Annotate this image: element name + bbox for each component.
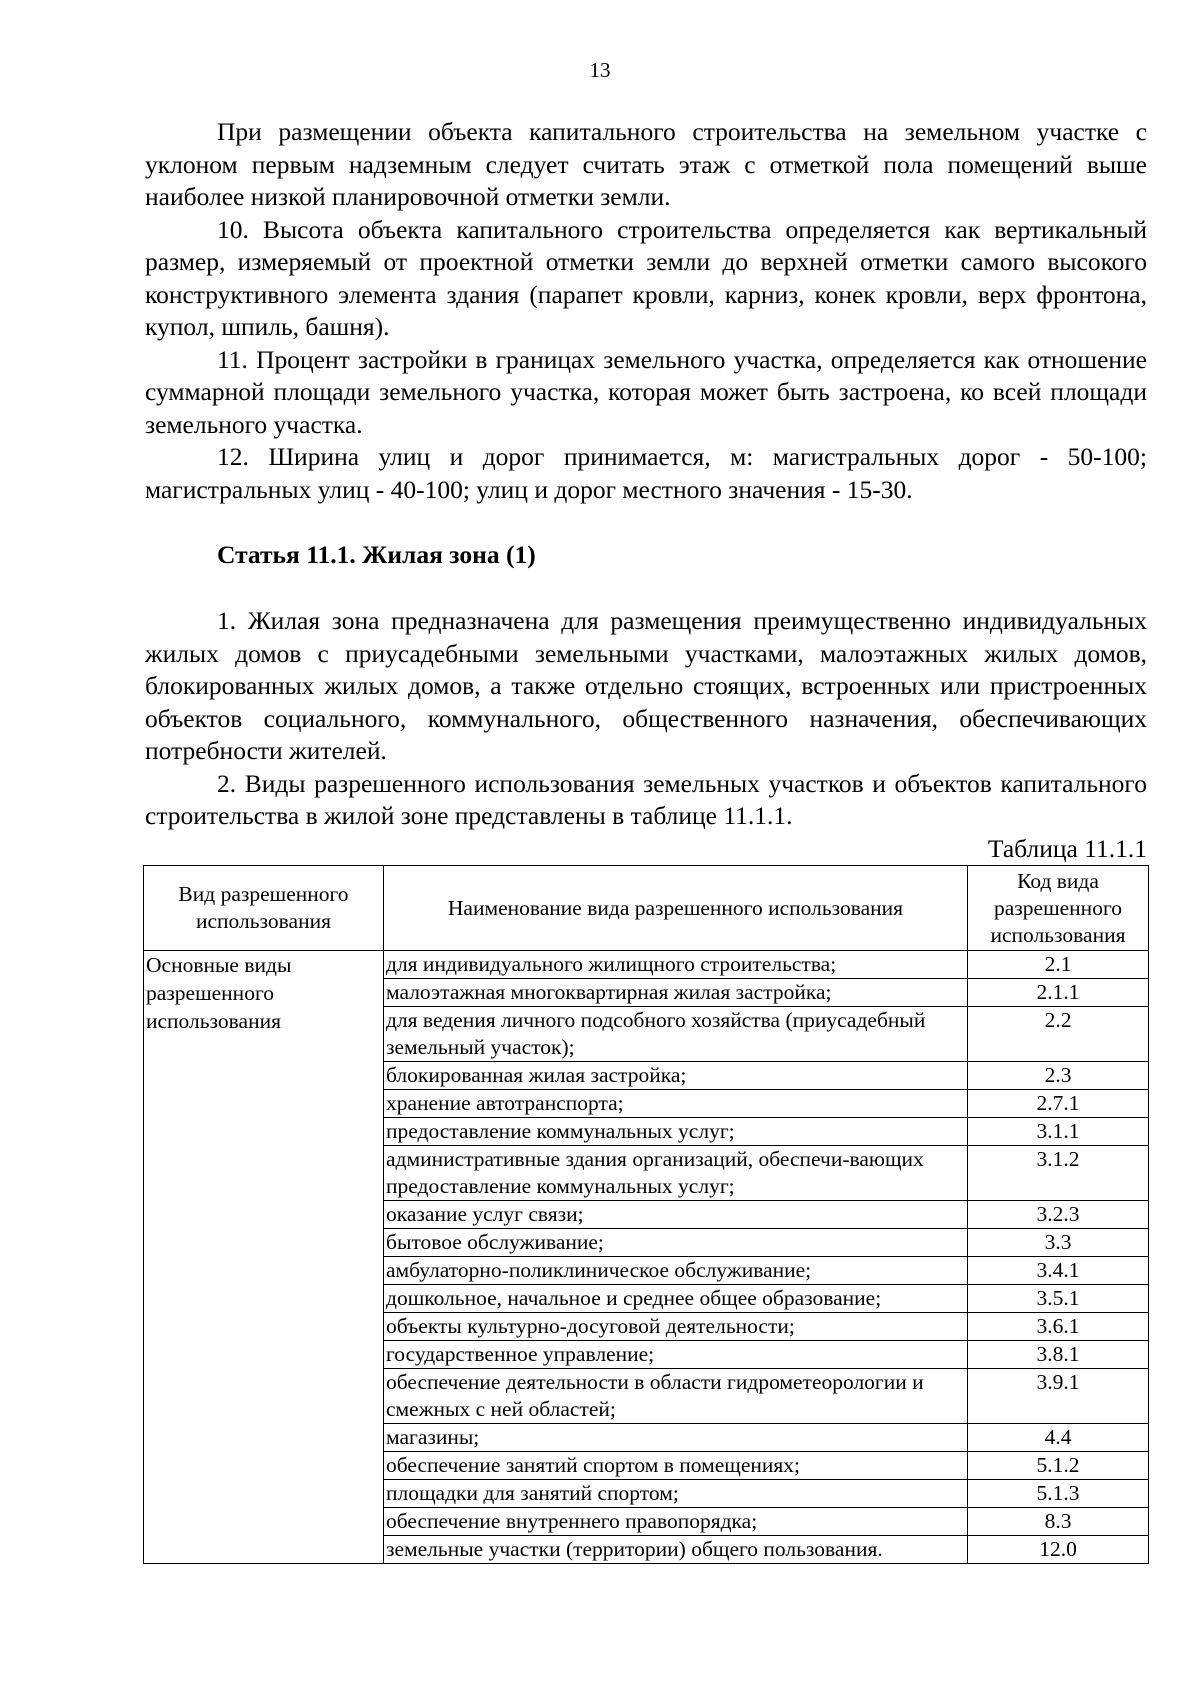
- paragraph-item-12: 12. Ширина улиц и дорог принимается, м: магистральных дорог - 50-100; магистральных улиц - 40-100; улиц и дорог местного значения - 15-30.: [145, 442, 1147, 504]
- use-name-cell: объекты культурно-досуговой деятельности;: [384, 1313, 968, 1341]
- use-name-cell: блокированная жилая застройка;: [384, 1062, 968, 1090]
- use-name-cell: оказание услуг связи;: [384, 1201, 968, 1229]
- use-code-cell: 2.1.1: [968, 979, 1149, 1007]
- use-code-cell: 5.1.3: [968, 1480, 1149, 1508]
- table-header-row: [144, 866, 1149, 951]
- table-row: [144, 951, 1149, 979]
- use-name-cell: бытовое обслуживание;: [384, 1229, 968, 1257]
- header-use-name: Наименование вида разрешенного использования: [384, 866, 968, 951]
- use-code-cell: 3.6.1: [968, 1313, 1149, 1341]
- use-code-cell: 2.3: [968, 1062, 1149, 1090]
- use-name-cell: обеспечение деятельности в области гидрометеорологии и смежных с ней областей;: [384, 1369, 968, 1424]
- use-code-cell: 3.4.1: [968, 1257, 1149, 1285]
- body-text-top: [145, 116, 1147, 506]
- page-number: 13: [589, 58, 611, 82]
- use-name-cell: обеспечение внутреннего правопорядка;: [384, 1508, 968, 1536]
- use-name-cell: площадки для занятий спортом;: [384, 1480, 968, 1508]
- table-caption: Таблица 11.1.1: [987, 834, 1147, 863]
- section-title: Статья 11.1. Жилая зона (1): [217, 540, 536, 569]
- paragraph-item-11: 11. Процент застройки в границах земельного участка, определяется как отношение суммарной площади земельного участка, которая может быть застроена, ко всей площади земельного участка.: [145, 344, 1147, 439]
- paragraph-section-1: 1. Жилая зона предназначена для размещения преимущественно индивидуальных жилых домов с приусадебными земельными участками, малоэтажных жилых домов, блокированных жилых домов, а также отдельно стоящих, встроенных или пристроенных объектов социального, коммунального, общественного назначения, обеспечивающих потребности жителей.: [145, 606, 1147, 765]
- use-name-cell: хранение автотранспорта;: [384, 1090, 968, 1118]
- header-use-code: Код вида разрешенного использования: [968, 866, 1149, 951]
- use-name-cell: для индивидуального жилищного строительства;: [384, 951, 968, 979]
- use-code-cell: 2.2: [968, 1007, 1149, 1062]
- use-name-cell: земельные участки (территории) общего пользования.: [384, 1536, 968, 1564]
- use-code-cell: 3.8.1: [968, 1341, 1149, 1369]
- use-name-cell: амбулаторно-поликлиническое обслуживание;: [384, 1257, 968, 1285]
- use-code-cell: 3.1.2: [968, 1146, 1149, 1201]
- table-body: [144, 951, 1149, 1564]
- use-code-cell: 2.1: [968, 951, 1149, 979]
- use-code-cell: 3.1.1: [968, 1118, 1149, 1146]
- header-use-type: Вид разрешенного использования: [144, 866, 384, 951]
- use-name-cell: для ведения личного подсобного хозяйства (приусадебный земельный участок);: [384, 1007, 968, 1062]
- use-code-cell: 8.3: [968, 1508, 1149, 1536]
- use-code-cell: 12.0: [968, 1536, 1149, 1564]
- use-name-cell: административные здания организаций, обеспечи-вающих предоставление коммунальных услуг;: [384, 1146, 968, 1201]
- use-name-cell: государственное управление;: [384, 1341, 968, 1369]
- category-cell: Основные виды разрешенного использования: [144, 951, 384, 1564]
- use-name-cell: дошкольное, начальное и среднее общее образование;: [384, 1285, 968, 1313]
- use-name-cell: магазины;: [384, 1424, 968, 1452]
- use-code-cell: 3.3: [968, 1229, 1149, 1257]
- paragraph-floor-definition: При размещении объекта капитального строительства на земельном участке с уклоном первым надземным следует считать этаж с отметкой пола помещений выше наиболее низкой планировочной отметки земли.: [145, 117, 1147, 211]
- use-name-cell: обеспечение занятий спортом в помещениях;: [384, 1452, 968, 1480]
- use-code-cell: 5.1.2: [968, 1452, 1149, 1480]
- use-name-cell: предоставление коммунальных услуг;: [384, 1118, 968, 1146]
- use-code-cell: 3.9.1: [968, 1369, 1149, 1424]
- paragraph-item-10: 10. Высота объекта капитального строительства определяется как вертикальный размер, измеряемый от проектной отметки земли до верхней отметки самого высокого конструктивного элемента здания (парапет кровли, карниз, конек кровли, верх фронтона, купол, шпиль, башня).: [145, 214, 1147, 341]
- use-code-cell: 3.2.3: [968, 1201, 1149, 1229]
- use-name-cell: малоэтажная многоквартирная жилая застройка;: [384, 979, 968, 1007]
- use-code-cell: 3.5.1: [968, 1285, 1149, 1313]
- permitted-uses-table: [143, 865, 1149, 1564]
- use-code-cell: 2.7.1: [968, 1090, 1149, 1118]
- body-text-section: [145, 605, 1147, 833]
- use-code-cell: 4.4: [968, 1424, 1149, 1452]
- paragraph-section-2: 2. Виды разрешенного использования земельных участков и объектов капитального строительства в жилой зоне представлены в таблице 11.1.1.: [145, 768, 1147, 830]
